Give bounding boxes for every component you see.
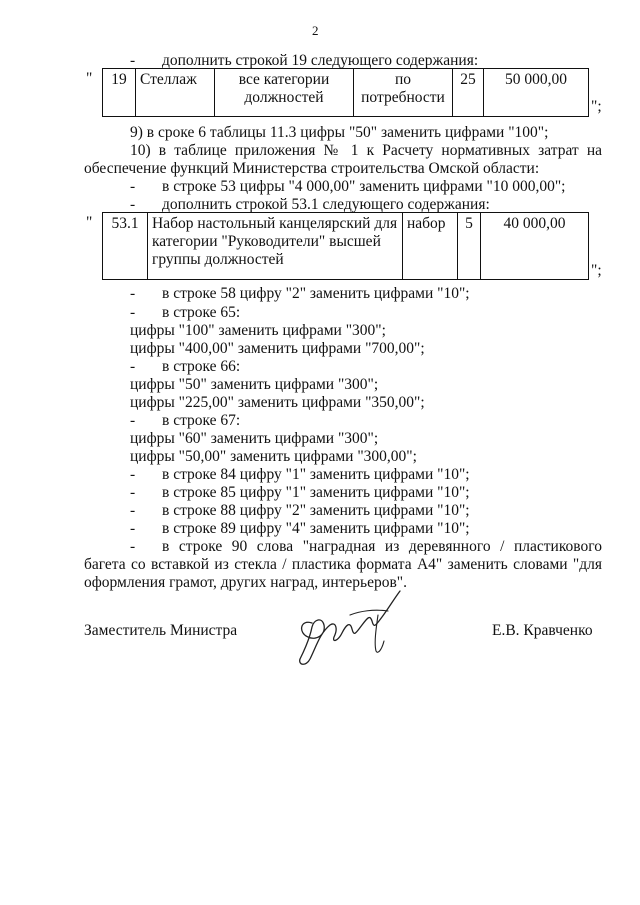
amendment-item: в строке 66: <box>162 358 241 375</box>
name-line-2: категории "Руководители" высшей <box>152 233 381 250</box>
amendment-item: в строке 88 цифру "2" заменить цифрами "10"; <box>162 502 470 519</box>
table-cell-term: 25 <box>453 69 484 117</box>
amendment-item-90-line-3: оформления грамот, других наград, интерьеров". <box>84 574 407 591</box>
signatory-name: Е.В. Кравченко <box>492 622 593 639</box>
basis-line-1: по <box>394 71 412 88</box>
amendment-item: в строке 85 цифру "1" заменить цифрами "10"; <box>162 484 470 501</box>
amendment-table-row-53-1 <box>102 212 589 280</box>
amendment-subitem: цифры "50" заменить цифрами "300"; <box>130 376 379 393</box>
open-quote: " <box>86 70 93 87</box>
amendment-subitem: цифры "400,00" заменить цифрами "700,00"; <box>130 340 425 357</box>
amendment-item-90-line-1: в строке 90 слова "наградная из деревянного / пластикового <box>162 538 602 555</box>
amendment-item-90-line-2: багета со вставкой из стекла / пластика формата А4" заменить словами "для <box>84 556 602 573</box>
table-cell-quantity-basis <box>354 69 453 117</box>
table-cell-name: Стеллаж <box>136 69 215 117</box>
table-cell-category <box>215 69 354 117</box>
amendment-item: в строке 67: <box>162 412 241 429</box>
amendment-item: дополнить строкой 19 следующего содержания: <box>162 52 479 69</box>
list-dash: - <box>130 358 136 375</box>
amendment-subitem: цифры "50,00" заменить цифрами "300,00"; <box>130 448 417 465</box>
close-quote: "; <box>591 262 602 279</box>
amendment-item: в строке 84 цифру "1" заменить цифрами "10"; <box>162 466 470 483</box>
signatory-title: Заместитель Министра <box>84 622 238 639</box>
amendment-subitem: цифры "100" заменить цифрами "300"; <box>130 322 386 339</box>
list-dash: - <box>130 178 136 195</box>
amendment-item: дополнить строкой 53.1 следующего содержания: <box>162 196 490 213</box>
category-line-2: должностей <box>244 89 324 106</box>
name-line-3: группы должностей <box>152 251 284 268</box>
page-number: 2 <box>312 23 319 38</box>
list-dash: - <box>130 412 136 429</box>
list-dash: - <box>130 520 136 537</box>
table-cell-price: 50 000,00 <box>484 69 589 117</box>
list-dash: - <box>130 484 136 501</box>
amendment-subitem: цифры "60" заменить цифрами "300"; <box>130 430 379 447</box>
close-quote: "; <box>591 98 602 115</box>
amendment-table-row-19 <box>102 68 589 117</box>
list-dash: - <box>130 502 136 519</box>
paragraph-10-line-1: 10) в таблице приложения № 1 к Расчету нормативных затрат на <box>130 142 602 159</box>
list-dash: - <box>130 304 136 321</box>
list-dash: - <box>130 285 136 302</box>
table-cell-number: 19 <box>103 69 136 117</box>
paragraph-10-line-2: обеспечение функций Министерства строительства Омской области: <box>84 160 540 177</box>
list-dash: - <box>130 538 136 555</box>
amendment-subitem: цифры "225,00" заменить цифрами "350,00"; <box>130 394 425 411</box>
amendment-item: в строке 53 цифры "4 000,00" заменить цифрами "10 000,00"; <box>162 178 566 195</box>
name-line-1: Набор настольный канцелярский для <box>152 215 398 232</box>
amendment-item: в строке 58 цифру "2" заменить цифрами "10"; <box>162 285 470 302</box>
table-cell-number: 53.1 <box>103 213 148 280</box>
amendment-item: в строке 89 цифру "4" заменить цифрами "10"; <box>162 520 470 537</box>
list-dash: - <box>130 196 136 213</box>
table-cell-price: 40 000,00 <box>481 213 589 280</box>
handwritten-signature <box>290 585 410 670</box>
list-dash: - <box>130 52 136 69</box>
open-quote: " <box>86 214 93 231</box>
table-cell-unit: набор <box>403 213 458 280</box>
list-dash: - <box>130 466 136 483</box>
amendment-item: в строке 65: <box>162 304 241 321</box>
category-line-1: все категории <box>238 71 330 88</box>
table-cell-name <box>148 213 403 280</box>
table-cell-quantity: 5 <box>458 213 481 280</box>
paragraph-9: 9) в сроке 6 таблицы 11.3 цифры "50" заменить цифрами "100"; <box>130 124 549 141</box>
basis-line-2: потребности <box>361 89 445 106</box>
